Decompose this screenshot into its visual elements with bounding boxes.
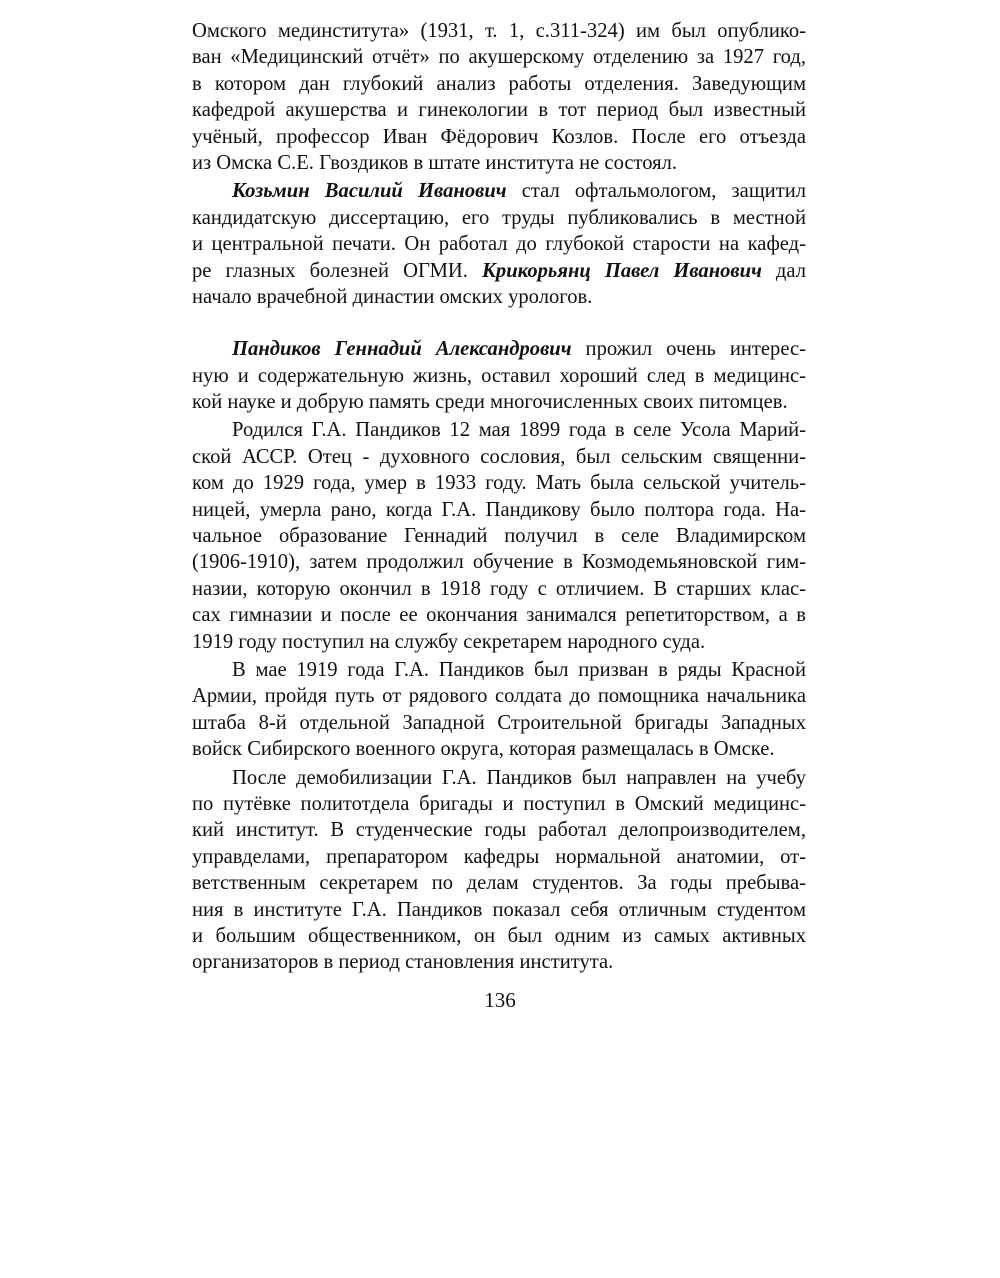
- text-run: прожил очень интерес-: [571, 338, 806, 361]
- text-line: управделами, препаратором кафедры нормальной анатомии, от-: [192, 845, 806, 868]
- text-line: После демобилизации Г.А. Пандиков был направлен на учебу: [232, 766, 806, 789]
- text-line: учёный, профессор Иван Фёдорович Козлов. После его отъезда: [192, 125, 806, 148]
- text-line: 1919 году поступил на службу секретарем народного суда.: [192, 630, 706, 653]
- text-line: ветственным секретарем по делам студентов. За годы пребыва-: [192, 872, 806, 895]
- text-line: ния в институте Г.А. Пандиков показал себя отличным студентом: [192, 898, 806, 921]
- text-line: кандидатскую диссертацию, его труды публиковались в местной: [192, 206, 806, 229]
- person-name: Пандиков Геннадий Александрович: [232, 338, 572, 361]
- text-line: ком до 1929 года, умер в 1933 году. Мать была сельской учитель-: [192, 472, 806, 495]
- paragraph-1: [192, 18, 806, 176]
- text-line: из Омска С.Е. Гвоздиков в штате института не состоял.: [192, 151, 678, 174]
- paragraph-3: [192, 336, 806, 415]
- text-line: по путёвке политотдела бригады и поступил в Омский медицинс-: [192, 792, 806, 815]
- text-line: чальное образование Геннадий получил в селе Владимирском: [192, 525, 806, 548]
- text-line: (1906-1910), затем продолжил обучение в Козмодемьяновской гим-: [192, 551, 806, 574]
- text-line: в котором дан глубокий анализ работы отделения. Заведующим: [192, 72, 806, 95]
- person-name: Крикорьянц Павел Иванович: [481, 259, 762, 282]
- person-name: Козьмин Василий Иванович: [232, 180, 507, 203]
- page-body: [192, 18, 806, 978]
- paragraph-6: [192, 765, 806, 976]
- text-line: В мае 1919 года Г.А. Пандиков был призван в ряды Красной: [232, 658, 806, 681]
- text-line: начало врачебной династии омских урологов.: [192, 285, 593, 308]
- text-line: кой науке и добрую память среди многочисленных своих питомцев.: [192, 391, 788, 414]
- text-line: ской АССР. Отец - духовного сословия, был сельским священни-: [192, 445, 806, 468]
- text-line: [192, 178, 806, 204]
- text-line: кафедрой акушерства и гинекологии в тот период был известный: [192, 99, 806, 122]
- paragraph-5: [192, 657, 806, 763]
- text-line: и большим общественником, он был одним из самых активных: [192, 924, 806, 947]
- text-run: стал офтальмологом, защитил: [506, 180, 806, 203]
- text-run: ре глазных болезней ОГМИ.: [192, 259, 482, 282]
- section-gap: [192, 312, 806, 336]
- paragraph-4: [192, 417, 806, 655]
- text-line: Родился Г.А. Пандиков 12 мая 1899 года в селе Усола Марий-: [232, 419, 806, 442]
- text-line: штаба 8-й отдельной Западной Строительной бригады Западных: [192, 711, 806, 734]
- text-line: ную и содержательную жизнь, оставил хороший след в медицинс-: [192, 364, 806, 387]
- text-line: организаторов в период становления института.: [192, 951, 614, 974]
- text-line: Армии, пройдя путь от рядового солдата до помощника начальника: [192, 685, 806, 708]
- text-line: кий институт. В студенческие годы работал делопроизводителем,: [192, 819, 806, 842]
- text-line: [192, 336, 806, 362]
- text-line: Омского мединститута» (1931, т. 1, с.311-324) им был опублико-: [192, 20, 806, 42]
- page-number: 136: [484, 988, 516, 1012]
- text-run: дал: [761, 259, 807, 282]
- text-line: и центральной печати. Он работал до глубокой старости на кафед-: [192, 233, 806, 256]
- text-line: [192, 258, 806, 284]
- text-line: назии, которую окончил в 1918 году с отличием. В старших клас-: [192, 577, 806, 600]
- text-line: сах гимназии и после ее окончания занимался репетиторством, а в: [192, 604, 806, 627]
- text-line: ницей, умерла рано, когда Г.А. Пандикову было полтора года. На-: [192, 498, 806, 521]
- text-line: ван «Медицинский отчёт» по акушерскому отделению за 1927 год,: [192, 46, 806, 69]
- paragraph-2: [192, 178, 806, 310]
- text-line: войск Сибирского военного округа, которая размещалась в Омске.: [192, 738, 775, 761]
